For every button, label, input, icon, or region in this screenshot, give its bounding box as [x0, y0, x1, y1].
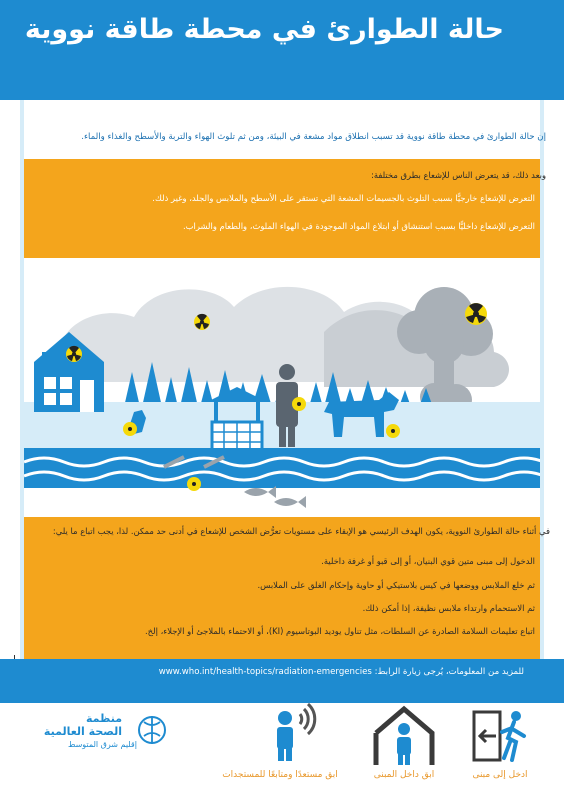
poster-title: حالة الطوارئ في محطة طاقة نووية: [24, 14, 504, 45]
radiation-icon: [123, 422, 137, 436]
action-item: الدخول إلى مبنى متين قوي البنيان، أو إلى قبو أو غرفة داخلية.: [70, 556, 550, 566]
stay-inside-icon: [372, 705, 436, 765]
step-label-stay-tuned: ابق مستعدًا ومتابعًا للمستجدات: [222, 770, 338, 780]
exposure-lead: وبعد ذلك، قد يتعرض الناس للإشعاع بطرق مختلفة:: [371, 170, 546, 180]
bullet-icon: [545, 224, 550, 229]
radiation-icon: [194, 314, 210, 330]
stay-tuned-icon: [270, 700, 320, 762]
radiation-icon: [465, 303, 487, 325]
who-name: منظمة الصحة العالمية: [43, 712, 122, 738]
enter-building-icon: [472, 708, 528, 764]
bullet-icon: [545, 629, 550, 634]
action-item: اتباع تعليمات السلامة الصادرة عن السلطات، مثل تناول يوديد البوتاسيوم (KI)، أو الاحتماء بالملاجئ أو الإجلاء، إلخ.: [70, 626, 550, 636]
contamination-illustration: [24, 262, 540, 514]
bullet-icon: [545, 583, 550, 588]
radiation-icon: [66, 346, 82, 362]
water: [24, 448, 540, 488]
exposure-item-external: التعرض للإشعاع خارجيًّا بسبب التلوث بالجسيمات المشعة التي تستقر على الأسطح والملابس والجلد، وغير ذلك.: [80, 192, 550, 205]
bullet-icon: [545, 559, 550, 564]
bullet-icon: [545, 606, 550, 611]
more-info-link[interactable]: للمزيد من المعلومات، يُرجى زيارة الرابط: www.who.int/health-topics/radiation-emergencies: [158, 667, 524, 677]
radiation-icon: [292, 397, 306, 411]
intro-text: إن حالة الطوارئ في محطة طاقة نووية قد تسبب انطلاق مواد مشعة في البيئة، ومن ثم تلوث الهواء والتربة والأسطح والغذاء والماء.: [81, 132, 546, 142]
step-label-enter-building: ادخل إلى مبنى: [472, 770, 528, 780]
action-item: ثم خلع الملابس ووضعها في كيس بلاستيكي أو حاوية وإحكام الغلق على الملابس.: [70, 580, 550, 590]
radiation-icon: [187, 477, 201, 491]
step-label-stay-inside: ابق داخل المبنى: [373, 770, 435, 780]
action-item: ثم الاستحمام وارتداء ملابس نظيفة، إذا أمكن ذلك.: [70, 603, 550, 613]
more-info-bar: [0, 659, 564, 703]
radiation-icon: [386, 424, 400, 438]
actions-lead: في أثناء حالة الطوارئ النووية، يكون الهدف الرئيسي هو الإبقاء على مستويات تعرُّض الشخص للإشعاع في أدنى حد ممكن. لذا، يجب اتباع ما يلي:: [52, 526, 550, 536]
bullet-icon: [545, 196, 550, 201]
who-region: إقليم شرق المتوسط: [68, 740, 137, 749]
exposure-item-internal: التعرض للإشعاع داخليًّا بسبب استنشاق أو ابتلاع المواد الموجودة في الهواء الملوث، والطعام والشراب.: [80, 220, 550, 233]
